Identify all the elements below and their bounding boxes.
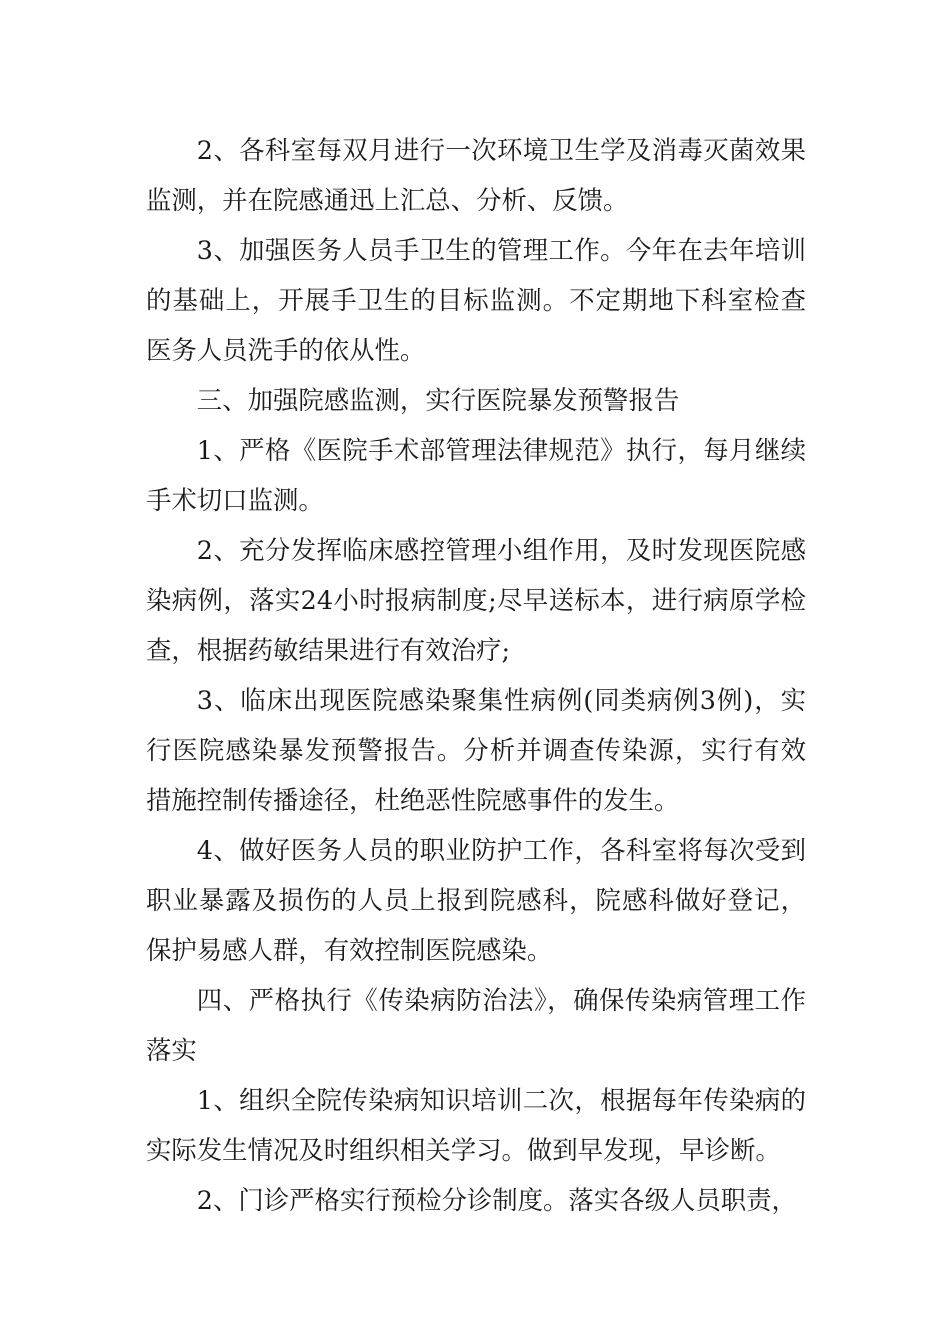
paragraph: 1、严格《医院手术部管理法律规范》执行，每月继续手术切口监测。 — [146, 435, 806, 515]
paragraph: 2、充分发挥临床感控管理小组作用，及时发现医院感染病例，落实24小时报病制度;尽早送标本，进行病原学检查，根据药敏结果进行有效治疗; — [146, 535, 806, 665]
paragraph: 1、组织全院传染病知识培训二次，根据每年传染病的实际发生情况及时组织相关学习。做到早发现，早诊断。 — [146, 1085, 806, 1165]
section-heading: 三、加强院感监测，实行医院暴发预警报告 — [196, 385, 680, 415]
paragraph: 2、各科室每双月进行一次环境卫生学及消毒灭菌效果监测，并在院感通迅上汇总、分析、反馈。 — [146, 135, 806, 215]
paragraph: 4、做好医务人员的职业防护工作，各科室将每次受到职业暴露及损伤的人员上报到院感科，院感科做好登记，保护易感人群，有效控制医院感染。 — [146, 835, 806, 965]
paragraph: 3、加强医务人员手卫生的管理工作。今年在去年培训的基础上，开展手卫生的目标监测。不定期地下科室检查医务人员洗手的依从性。 — [146, 235, 806, 365]
paragraph: 3、临床出现医院感染聚集性病例(同类病例3例)，实行医院感染暴发预警报告。分析并调查传染源，实行有效措施控制传播途径，杜绝恶性院感事件的发生。 — [146, 685, 806, 815]
document-page — [146, 125, 806, 1225]
paragraph: 2、门诊严格实行预检分诊制度。落实各级人员职责， — [196, 1185, 797, 1215]
section-heading: 四、严格执行《传染病防治法》，确保传染病管理工作落实 — [146, 985, 806, 1065]
